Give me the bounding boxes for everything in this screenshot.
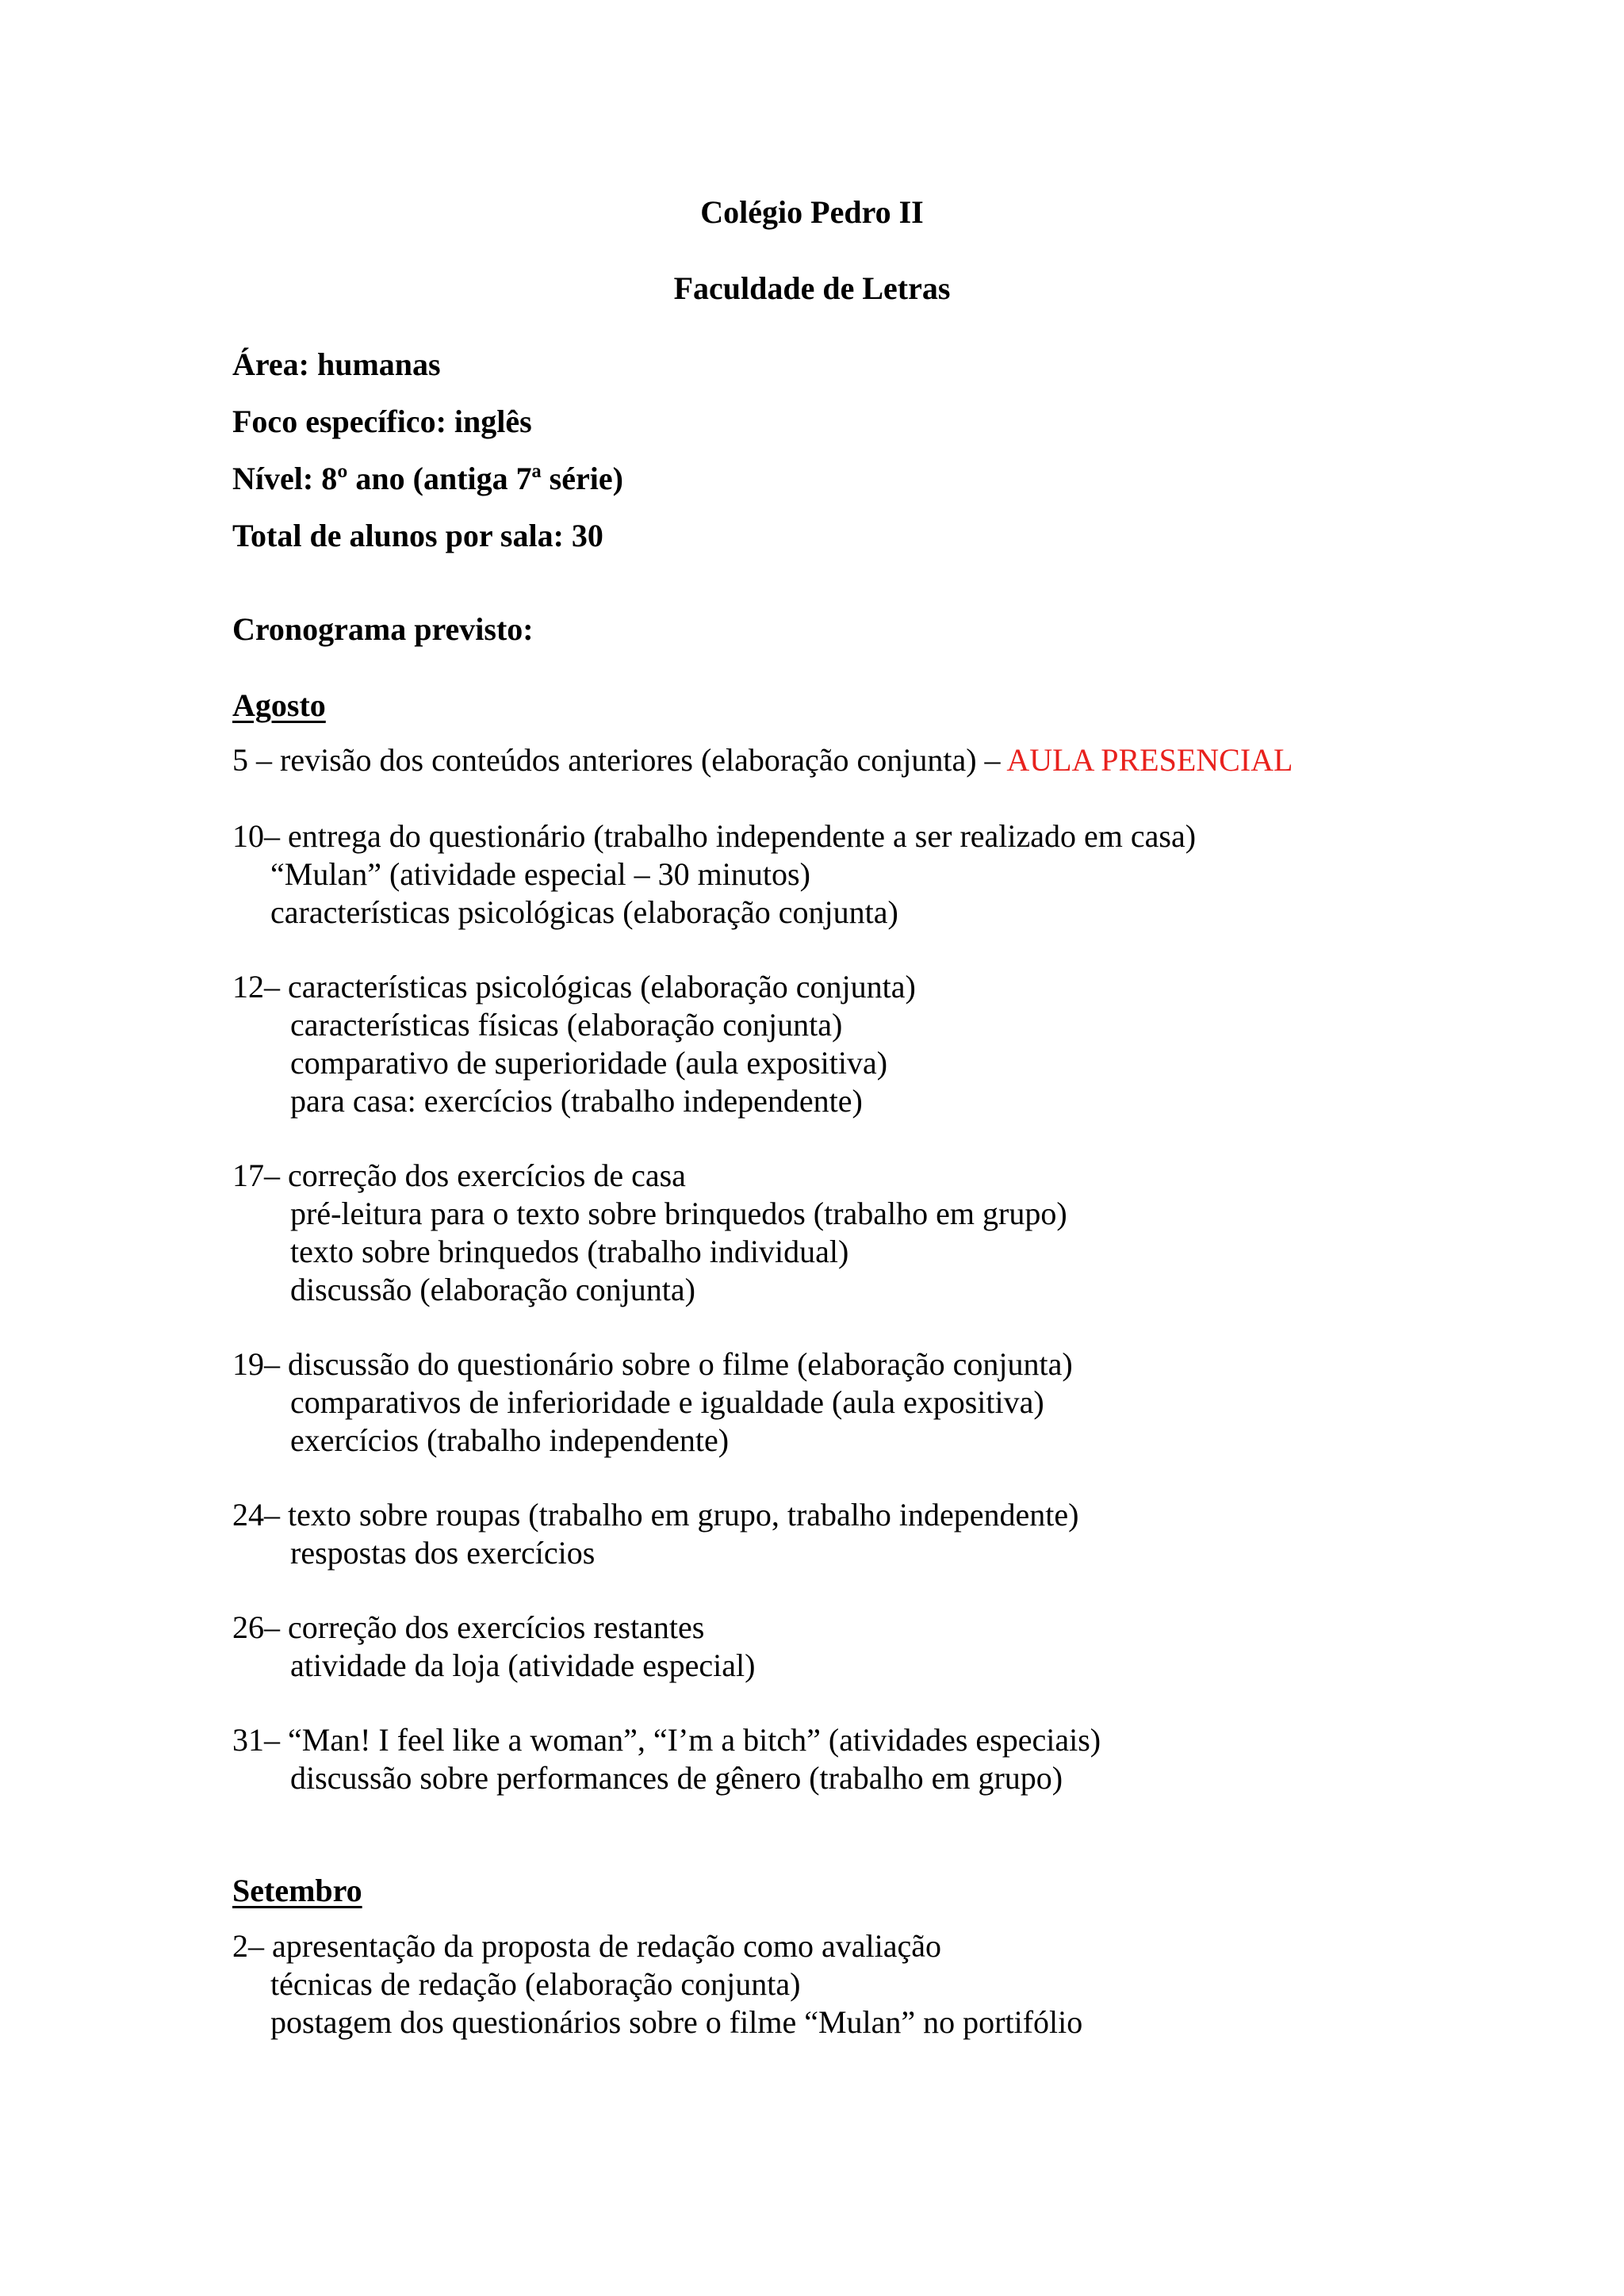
focus-line: Foco específico: inglês	[232, 404, 532, 439]
students-line: Total de alunos por sala: 30	[232, 518, 603, 553]
entry-day-19-line-3: exercícios (trabalho independente)	[290, 1422, 730, 1458]
entry-day-31-line-1: 31– “Man! I feel like a woman”, “I’m a bitch” (atividades especiais)	[232, 1722, 1101, 1758]
faculty-title: Faculdade de Letras	[673, 270, 951, 306]
level-line: Nível: 8º ano (antiga 7ª série)	[232, 461, 623, 496]
entry-day-19-line-1: 19– discussão do questionário sobre o filme (elaboração conjunta)	[232, 1346, 1073, 1382]
month-august: Agosto	[232, 687, 326, 723]
area-line: Área: humanas	[232, 346, 441, 382]
month-september: Setembro	[232, 1873, 362, 1908]
entry-day-5	[232, 741, 1293, 779]
entry-day-12-line-4: para casa: exercícios (trabalho independente)	[290, 1083, 863, 1119]
entry-day-10-line-2: “Mulan” (atividade especial – 30 minutos)	[270, 856, 810, 892]
entry-day-26-line-2: atividade da loja (atividade especial)	[290, 1647, 756, 1683]
entry-day-19-line-2: comparativos de inferioridade e igualdade (aula expositiva)	[290, 1384, 1044, 1420]
school-title: Colégio Pedro II	[700, 194, 924, 230]
in-person-class-label: AULA PRESENCIAL	[1006, 742, 1293, 778]
entry-day-24-line-2: respostas dos exercícios	[290, 1535, 596, 1571]
entry-day-17-line-3: texto sobre brinquedos (trabalho individual)	[290, 1234, 849, 1269]
entry-day-10-line-1: 10– entrega do questionário (trabalho independente a ser realizado em casa)	[232, 818, 1197, 854]
entry-day-12-line-2: características físicas (elaboração conjunta)	[290, 1007, 843, 1043]
entry-day-17-line-2: pré-leitura para o texto sobre brinquedos (trabalho em grupo)	[290, 1196, 1067, 1231]
entry-day-10-line-3: características psicológicas (elaboração conjunta)	[270, 894, 898, 930]
entry-sep-day-2-line-1: 2– apresentação da proposta de redação como avaliação	[232, 1928, 941, 1964]
entry-day-17-line-4: discussão (elaboração conjunta)	[290, 1272, 695, 1307]
entry-day-12-line-3: comparativo de superioridade (aula expositiva)	[290, 1045, 888, 1081]
entry-day-17-line-1: 17– correção dos exercícios de casa	[232, 1158, 686, 1193]
entry-sep-day-2-line-3: postagem dos questionários sobre o filme “Mulan” no portifólio	[270, 2004, 1083, 2040]
schedule-title: Cronograma previsto:	[232, 611, 534, 647]
entry-day-12-line-1: 12– características psicológicas (elaboração conjunta)	[232, 969, 916, 1004]
entry-text: 5 – revisão dos conteúdos anteriores (elaboração conjunta) –	[232, 742, 1007, 778]
entry-day-26-line-1: 26– correção dos exercícios restantes	[232, 1609, 705, 1645]
entry-sep-day-2-line-2: técnicas de redação (elaboração conjunta)	[270, 1966, 801, 2002]
entry-day-24-line-1: 24– texto sobre roupas (trabalho em grupo, trabalho independente)	[232, 1497, 1079, 1533]
entry-day-31-line-2: discussão sobre performances de gênero (trabalho em grupo)	[290, 1760, 1063, 1796]
